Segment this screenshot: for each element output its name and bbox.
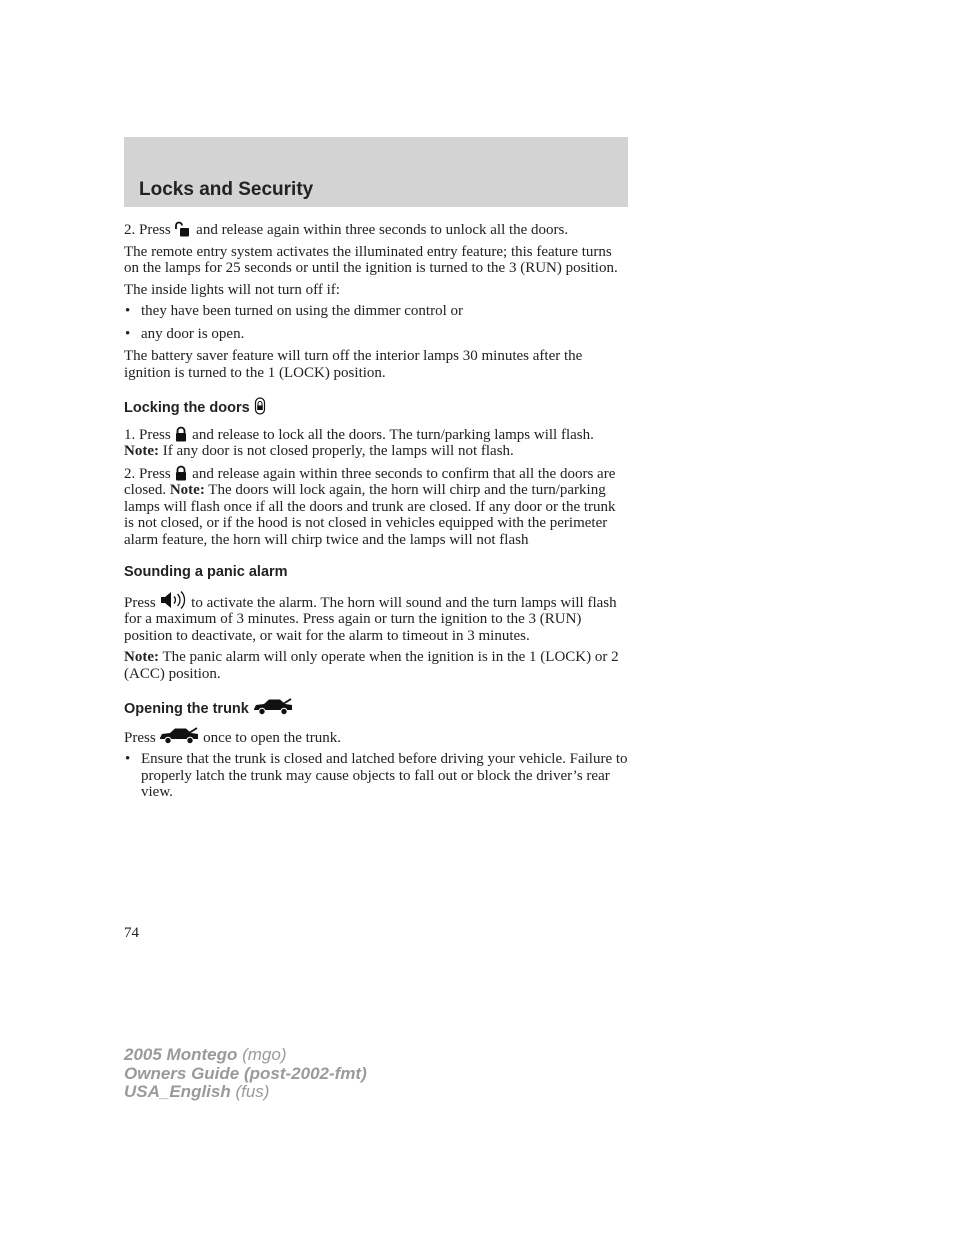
footer-line: Owners Guide (post-2002-fmt) [124,1063,367,1083]
trunk-car-icon [159,727,199,745]
list-item: • they have been turned on using the dimmer control or [125,303,463,319]
page-number: 74 [124,925,139,941]
unlock-step-2: 2. Press and release again within three seconds to unlock all the doors. [124,222,569,238]
list-item: • Ensure that the trunk is closed and latched before driving your vehicle. Failure to properly latch the trunk may cause objects to fall out or block the driver’s rear view. [125,751,628,800]
section-header-band [124,137,628,207]
bullet: • [125,303,131,319]
lock-step-1: 1. Press and release to lock all the doors. The turn/parking lamps will flash. Note: If any door is not closed properly, the lamps will not flash. [124,426,594,459]
lock-icon [174,465,188,481]
document-footer [124,1046,367,1102]
list-item: • any door is open. [125,325,245,342]
opening-trunk-heading: Opening the trunk [124,698,629,718]
bullet: • [125,751,131,767]
lock-icon [174,426,188,442]
bullet: • [125,325,131,342]
footer-line: USA_English (fus) [124,1082,270,1101]
trunk-paragraph: Press once to open the trunk. [124,727,629,747]
trunk-car-icon [253,698,293,716]
key-fob-icon [254,397,266,415]
lock-step-2: 2. Press and release again within three seconds to confirm that all the doors are closed. Note: The doors will lock again, the horn will chirp and the turn/parking lamps will flash once if all the doors and trunk are closed. If any door or the trunk is not closed, or if the hood is not closed in vehicles equipped with the perimeter alarm feature, the horn will chirp twice and the lamps will not flash [124,465,616,548]
section-title: Locks and Security [139,179,314,200]
illuminated-entry-paragraph: The remote entry system activates the illuminated entry feature; this feature turns on the lamps for 25 seconds or until the ignition is turned to the 3 (RUN) position. [124,243,618,276]
footer-line: 2005 Montego (mgo) [124,1045,287,1064]
locking-doors-heading: Locking the doors [124,397,629,417]
panic-alarm-note: Note: The panic alarm will only operate when the ignition is in the 1 (LOCK) or 2 (ACC) position. [124,649,619,682]
panic-alarm-paragraph: Press to activate the alarm. The horn will sound and the turn lamps will flash for a maximum of 3 minutes. Press again or turn the ignition to the 3 (RUN) position to deactivate, or wait for the alarm to timeout in 3 minutes. [124,590,629,645]
trunk-list [124,751,629,801]
page-content [124,221,629,807]
inside-lights-paragraph: The inside lights will not turn off if: [124,281,340,298]
panic-alarm-heading: Sounding a panic alarm [124,564,288,580]
battery-saver-paragraph: The battery saver feature will turn off the interior lamps 30 minutes after the ignition is turned to the 1 (LOCK) position. [124,348,583,381]
inside-lights-list [124,303,629,342]
panic-alarm-icon [159,590,187,610]
unlock-icon [174,221,192,237]
